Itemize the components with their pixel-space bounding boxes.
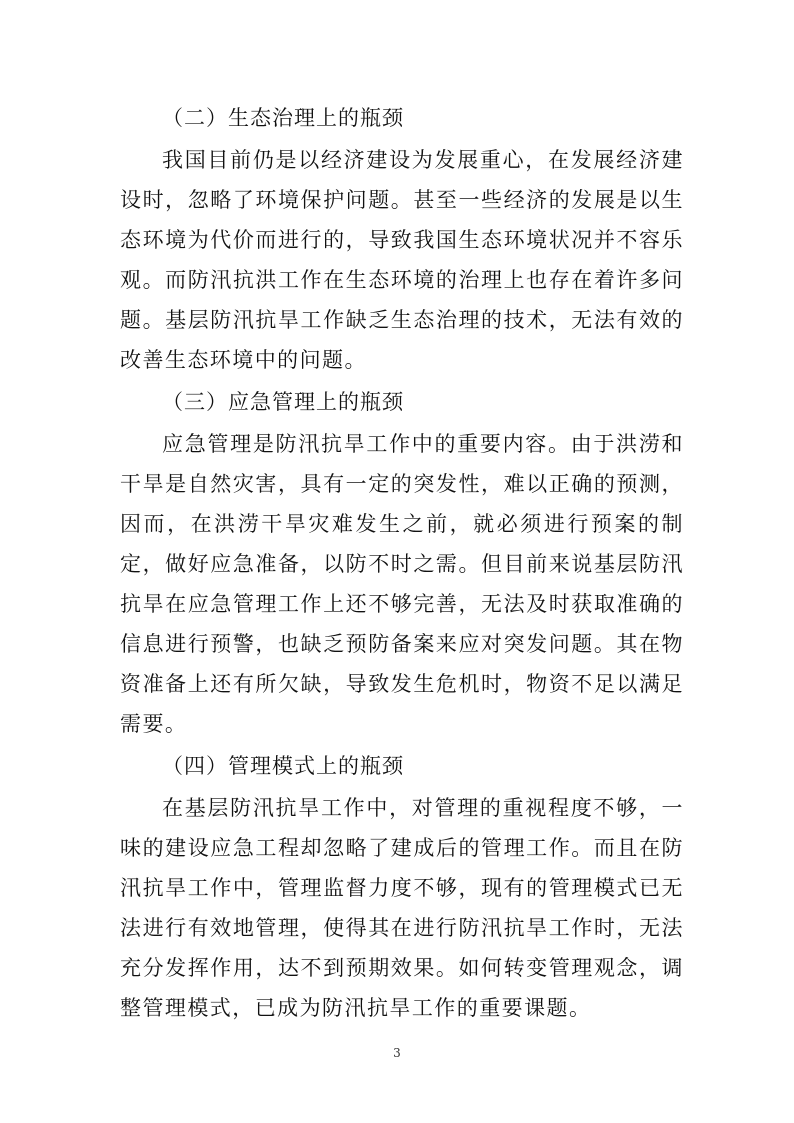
document-body <box>120 98 684 1030</box>
section-paragraph-management-mode: 在基层防汛抗旱工作中，对管理的重视程度不够，一味的建设应急工程却忽略了建成后的管理工作。而且在防汛抗旱工作中，管理监督力度不够，现有的管理模式已无法进行有效地管理，使得其在进行防汛抗旱工作时，无法充分发挥作用，达不到预期效果。如何转变管理观念，调整管理模式，已成为防汛抗旱工作的重要课题。 <box>120 796 684 1020</box>
section-paragraph-ecology: 我国目前仍是以经济建设为发展重心，在发展经济建设时，忽略了环境保护问题。甚至一些经济的发展是以生态环境为代价而进行的，导致我国生态环境状况并不容乐观。而防汛抗洪工作在生态环境的治理上也存在着许多问题。基层防汛抗旱工作缺乏生态治理的技术，无法有效的改善生态环境中的问题。 <box>120 148 684 372</box>
section-heading-management-mode: （四）管理模式上的瓶颈 <box>162 754 404 778</box>
section-heading-emergency: （三）应急管理上的瓶颈 <box>162 390 404 414</box>
page-number: 3 <box>393 1046 401 1060</box>
section-heading-ecology: （二）生态治理上的瓶颈 <box>162 106 404 130</box>
section-paragraph-emergency: 应急管理是防汛抗旱工作中的重要内容。由于洪涝和干旱是自然灾害，具有一定的突发性，难以正确的预测，因而，在洪涝干旱灾难发生之前，就必须进行预案的制定，做好应急准备，以防不时之需。但目前来说基层防汛抗旱在应急管理工作上还不够完善，无法及时获取准确的信息进行预警，也缺乏预防备案来应对突发问题。其在物资准备上还有所欠缺，导致发生危机时，物资不足以满足需要。 <box>120 432 684 736</box>
